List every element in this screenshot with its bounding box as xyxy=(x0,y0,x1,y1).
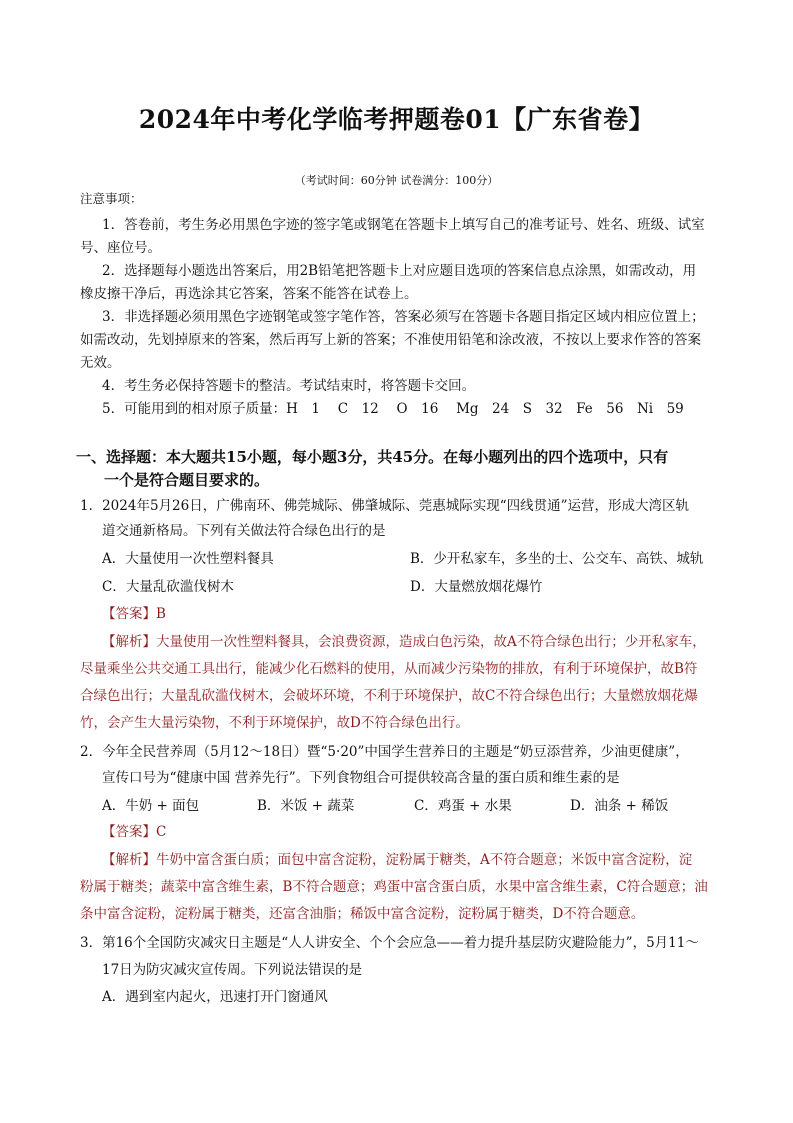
notice-4: 4．考生务必保持答题卡的整洁。考试结束时，将答题卡交回。 xyxy=(102,378,476,394)
notice-5: 5．可能用到的相对原子质量：H 1 C 12 O 16 Mg 24 S 32 Fe 56 Ni 59 xyxy=(102,401,684,417)
q3-option-a: A．遇到室内起火，迅速打开门窗通风 xyxy=(102,989,328,1005)
q2-option-c: C．鸡蛋 + 水果 xyxy=(414,798,512,814)
notice-heading: 注意事项： xyxy=(80,191,143,206)
document-title: 2024年中考化学临考押题卷01【广东省卷】 xyxy=(138,105,655,134)
section-heading-line-2: 一个是符合题目要求的。 xyxy=(104,471,270,489)
q2-stem-line-1: 2．今年全民营养周（5月12～18日）暨“5·20”中国学生营养日的主题是“奶豆添营养，少油更健康”， xyxy=(80,744,689,760)
notice-2-line-2: 橡皮擦干净后，再选涂其它答案，答案不能答在试卷上。 xyxy=(80,286,418,302)
q2-answer: 【答案】C xyxy=(102,824,167,840)
notice-3-line-2: 如需改动，先划掉原来的答案，然后再写上新的答案；不准使用铅笔和涂改液，不按以上要求作答的答案 xyxy=(80,332,701,348)
q1-explanation-line-3: 合绿色出行；大量乱砍滥伐树木，会破坏环境，不利于环境保护，故C不符合绿色出行；大量燃放烟花爆 xyxy=(80,688,698,704)
q1-stem-line-2: 道交通新格局。下列有关做法符合绿色出行的是 xyxy=(102,523,386,539)
q2-stem-line-2: 宣传口号为“健康中国 营养先行”。下列食物组合可提供较高含量的蛋白质和维生素的是 xyxy=(102,770,620,786)
q1-stem-line-1: 1．2024年5月26日，广佛南环、佛莞城际、佛肇城际、莞惠城际实现“四线贯通”运营，形成大湾区轨 xyxy=(80,498,690,514)
q1-option-b: B．少开私家车，多坐的士、公交车、高铁、城轨 xyxy=(410,551,704,567)
exam-info: （考试时间：60分钟 试卷满分：100分） xyxy=(294,174,499,187)
q2-option-d: D．油条 + 稀饭 xyxy=(570,798,669,814)
q3-stem-line-2: 17日为防灾减灾宣传周。下列说法错误的是 xyxy=(102,962,363,978)
notice-1-line-2: 号、座位号。 xyxy=(80,240,161,256)
q2-explanation-line-2: 粉属于糖类；蔬菜中富含维生素，B不符合题意；鸡蛋中富含蛋白质，水果中富含维生素，C符合题意；油 xyxy=(80,879,708,895)
q2-explanation-line-3: 条中富含淀粉，淀粉属于糖类，还富含油脂；稀饭中富含淀粉，淀粉属于糖类，D不符合题意。 xyxy=(80,906,645,922)
q2-explanation-line-1: 【解析】牛奶中富含蛋白质；面包中富含淀粉，淀粉属于糖类，A不符合题意；米饭中富含淀粉，淀 xyxy=(102,852,693,868)
q1-explanation-line-4: 竹，会产生大量污染物，不利于环境保护，故D不符合绿色出行。 xyxy=(80,715,469,731)
q1-explanation-line-1: 【解析】大量使用一次性塑料餐具，会浪费资源，造成白色污染，故A不符合绿色出行；少开私家车， xyxy=(102,634,706,650)
q2-option-b: B．米饭 + 蔬菜 xyxy=(257,798,355,814)
q1-explanation-line-2: 尽量乘坐公共交通工具出行，能减少化石燃料的使用，从而减少污染物的排放，有利于环境保护，故B符 xyxy=(80,661,698,677)
q1-option-d: D．大量燃放烟花爆竹 xyxy=(410,579,543,595)
q1-answer: 【答案】B xyxy=(102,606,166,622)
q3-stem-line-1: 3．第16个全国防灾减灾日主题是“人人讲安全、个个会应急——着力提升基层防灾避险能力”，5月11～ xyxy=(80,935,699,951)
q2-option-a: A．牛奶 + 面包 xyxy=(102,798,200,814)
notice-3-line-1: 3．非选择题必须用黑色字迹钢笔或签字笔作答，答案必须写在答题卡各题目指定区域内相应位置上； xyxy=(102,309,705,325)
notice-1-line-1: 1．答卷前，考生务必用黑色字迹的签字笔或钢笔在答题卡上填写自己的准考证号、姓名、班级、试室 xyxy=(102,217,705,233)
q1-option-c: C．大量乱砍滥伐树木 xyxy=(102,579,234,595)
notice-2-line-1: 2．选择题每小题选出答案后，用2B铅笔把答题卡上对应题目选项的答案信息点涂黑，如需改动，用 xyxy=(102,263,697,279)
q1-option-a: A．大量使用一次性塑料餐具 xyxy=(102,551,274,567)
notice-3-line-3: 无效。 xyxy=(80,355,121,371)
section-heading-line-1: 一、选择题：本大题共15小题，每小题3分，共45分。在每小题列出的四个选项中，只有 xyxy=(76,448,669,466)
